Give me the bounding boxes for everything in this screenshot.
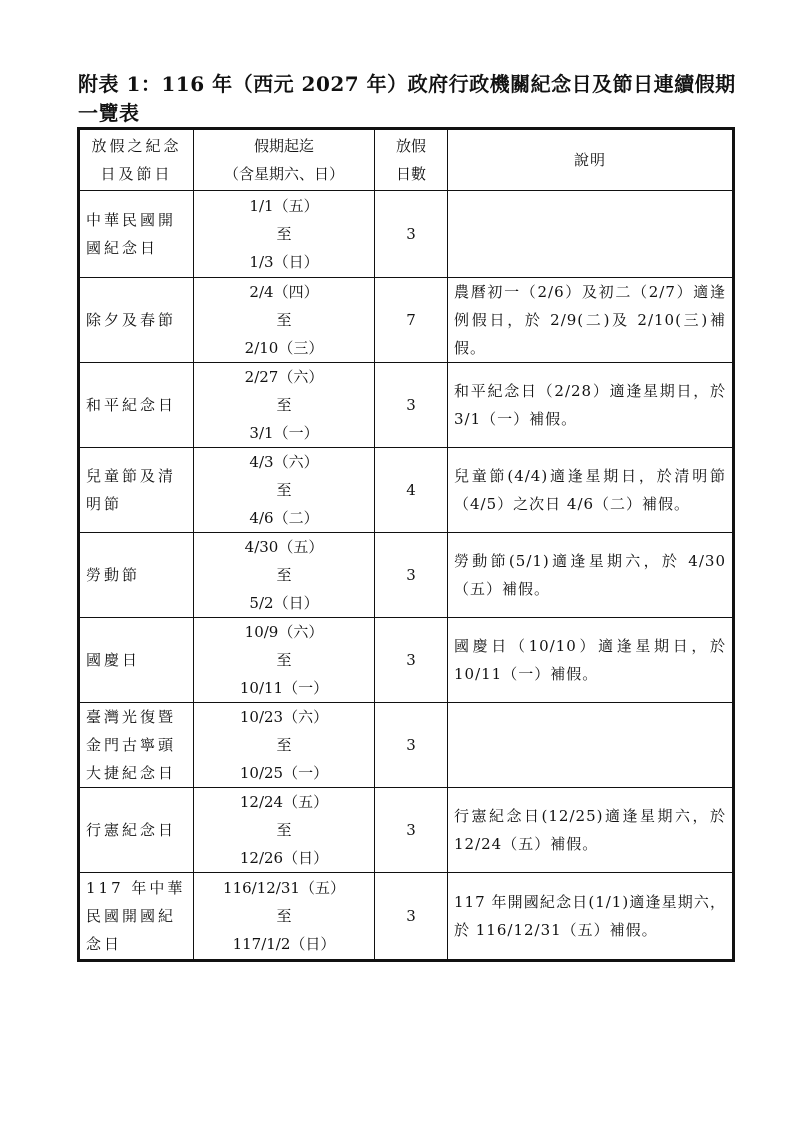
header-period-line: 假期起迄 [253, 137, 314, 155]
header-period [194, 129, 375, 191]
holiday-note-cell: 農曆初一（2/6）及初二（2/7）適逢例假日，於 2/9(二)及 2/10(三)補假。 [448, 278, 734, 363]
holiday-period-cell [194, 363, 375, 448]
holiday-note-cell: 勞動節(5/1)適逢星期六，於 4/30（五）補假。 [448, 533, 734, 618]
holiday-note-cell [448, 191, 734, 278]
holiday-name-cell [79, 618, 194, 703]
holiday-name-line: 117 年中華 [86, 879, 186, 897]
header-note: 說明 [448, 129, 734, 191]
holiday-name-cell [79, 448, 194, 533]
header-days [375, 129, 448, 191]
header-period-line: （含星期六、日） [223, 165, 344, 183]
period-to: 至 [276, 907, 292, 925]
page-title: 附表 1：116 年（西元 2027 年）政府行政機關紀念日及節日連續假期一覽表 [78, 72, 736, 125]
holiday-table [77, 127, 735, 962]
period-start: 4/30（五） [244, 538, 324, 556]
period-end: 5/2（日） [249, 594, 319, 612]
holiday-name-cell [79, 788, 194, 873]
holiday-name-cell [79, 191, 194, 278]
holiday-name-line: 中華民國開 [86, 211, 177, 229]
header-name-line: 放假之紀念 [91, 137, 182, 155]
period-start: 2/4（四） [249, 283, 319, 301]
header-name-line: 日及節日 [100, 165, 173, 183]
period-to: 至 [276, 225, 292, 243]
period-to: 至 [276, 481, 292, 499]
period-to: 至 [276, 821, 292, 839]
holiday-note-cell: 兒童節(4/4)適逢星期日，於清明節（4/5）之次日 4/6（二）補假。 [448, 448, 734, 533]
holiday-note-cell: 117 年開國紀念日(1/1)適逢星期六，於 116/12/31（五）補假。 [448, 873, 734, 961]
holiday-days-cell: 3 [375, 363, 448, 448]
holiday-name-line: 民國開國紀 [86, 907, 177, 925]
holiday-name-line: 和平紀念日 [86, 396, 177, 414]
holiday-days-cell: 3 [375, 618, 448, 703]
holiday-period-cell [194, 873, 375, 961]
period-end: 3/1（一） [249, 424, 319, 442]
period-end: 4/6（二） [249, 509, 319, 527]
holiday-days-cell: 3 [375, 191, 448, 278]
holiday-period-cell [194, 703, 375, 788]
period-end: 10/11（一） [239, 679, 329, 697]
holiday-name-cell [79, 873, 194, 961]
holiday-note-cell: 國慶日（10/10）適逢星期日，於 10/11（一）補假。 [448, 618, 734, 703]
period-start: 2/27（六） [244, 368, 324, 386]
holiday-name-cell [79, 703, 194, 788]
holiday-note-cell: 和平紀念日（2/28）適逢星期日，於 3/1（一）補假。 [448, 363, 734, 448]
header-days-line: 放假 [395, 137, 426, 155]
period-start: 12/24（五） [239, 793, 329, 811]
period-end: 12/26（日） [239, 849, 329, 867]
period-end: 2/10（三） [244, 339, 324, 357]
period-to: 至 [276, 566, 292, 584]
table-row [79, 363, 734, 448]
holiday-name-cell [79, 363, 194, 448]
holiday-period-cell [194, 278, 375, 363]
holiday-name-line: 臺灣光復暨 [86, 708, 177, 726]
holiday-name-line: 國紀念日 [86, 239, 159, 257]
holiday-name-line: 明節 [86, 495, 123, 513]
holiday-days-cell: 3 [375, 703, 448, 788]
table-row [79, 873, 734, 961]
holiday-name-line: 行憲紀念日 [86, 821, 177, 839]
period-start: 1/1（五） [249, 197, 319, 215]
holiday-days-cell: 7 [375, 278, 448, 363]
holiday-period-cell [194, 618, 375, 703]
holiday-name-line: 除夕及春節 [86, 311, 177, 329]
period-to: 至 [276, 651, 292, 669]
period-to: 至 [276, 396, 292, 414]
holiday-name-line: 金門古寧頭 [86, 736, 177, 754]
holiday-period-cell [194, 448, 375, 533]
header-name [79, 129, 194, 191]
holiday-days-cell: 3 [375, 788, 448, 873]
holiday-name-cell [79, 533, 194, 618]
period-to: 至 [276, 736, 292, 754]
table-row [79, 788, 734, 873]
header-days-line: 日數 [395, 165, 426, 183]
period-start: 10/9（六） [244, 623, 324, 641]
holiday-name-line: 勞動節 [86, 566, 141, 584]
period-to: 至 [276, 311, 292, 329]
period-end: 10/25（一） [239, 764, 329, 782]
holiday-period-cell [194, 533, 375, 618]
holiday-name-line: 念日 [86, 935, 123, 953]
period-start: 116/12/31（五） [223, 879, 345, 897]
table-row [79, 448, 734, 533]
holiday-days-cell: 3 [375, 533, 448, 618]
table-row [79, 533, 734, 618]
holiday-note-cell: 行憲紀念日(12/25)適逢星期六，於 12/24（五）補假。 [448, 788, 734, 873]
period-end: 117/1/2（日） [232, 935, 336, 953]
table-row [79, 278, 734, 363]
table-body [79, 191, 734, 961]
period-end: 1/3（日） [249, 253, 319, 271]
table-header-row [79, 129, 734, 191]
holiday-name-line: 兒童節及清 [86, 467, 177, 485]
table-row [79, 618, 734, 703]
holiday-note-cell [448, 703, 734, 788]
holiday-name-cell [79, 278, 194, 363]
holiday-days-cell: 3 [375, 873, 448, 961]
period-start: 4/3（六） [249, 453, 319, 471]
holiday-period-cell [194, 788, 375, 873]
holiday-name-line: 大捷紀念日 [86, 764, 177, 782]
table-row [79, 191, 734, 278]
holiday-days-cell: 4 [375, 448, 448, 533]
period-start: 10/23（六） [239, 708, 329, 726]
holiday-name-line: 國慶日 [86, 651, 141, 669]
holiday-period-cell [194, 191, 375, 278]
table-row [79, 703, 734, 788]
